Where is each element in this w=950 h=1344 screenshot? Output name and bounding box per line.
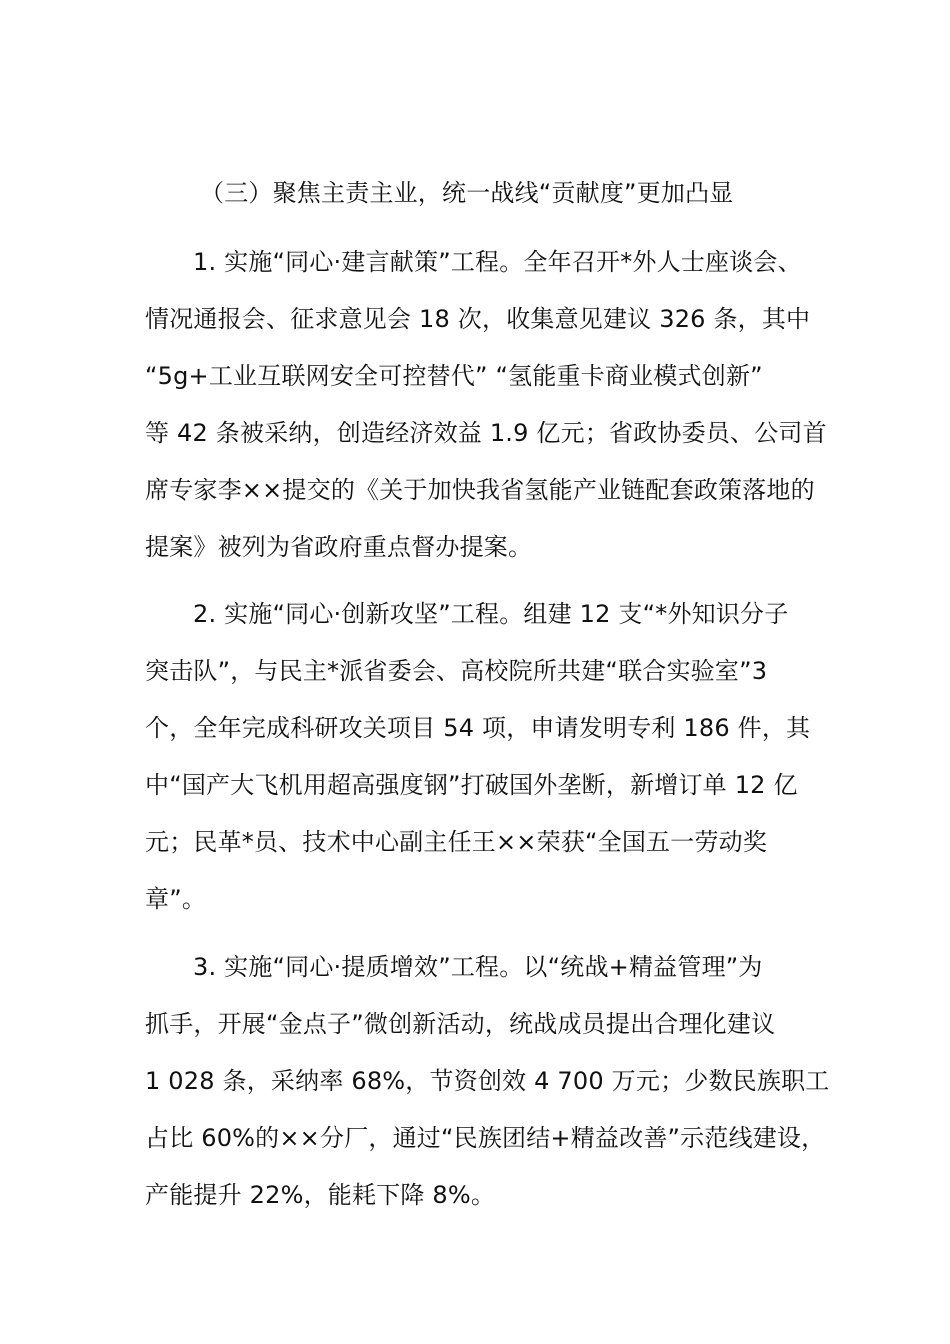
paragraph-1-line-1: 1. 实施“同心·建言献策”工程。全年召开*外人士座谈会、 [193,248,802,276]
paragraph-2-line-2: 突击队”，与民主*派省委会、高校院所共建“联合实验室”3 [145,657,768,685]
paragraph-1-line-3: “5g+工业互联网安全可控替代” “氢能重卡商业模式创新” [145,362,763,390]
paragraph-1-line-6: 提案》被列为省政府重点督办提案。 [145,533,533,561]
paragraph-3-line-5: 产能提升 22%，能耗下降 8%。 [145,1181,496,1209]
paragraph-1-line-4: 等 42 条被采纳，创造经济效益 1.9 亿元；省政协委员、公司首 [145,419,827,447]
section-heading: （三）聚焦主责主业，统一战线“贡献度”更加凸显 [200,179,734,207]
paragraph-1-line-5: 席专家李××提交的《关于加快我省氢能产业链配套政策落地的 [145,476,815,504]
paragraph-2-line-1: 2. 实施“同心·创新攻坚”工程。组建 12 支“*外知识分子 [193,600,789,628]
paragraph-2-line-3: 个，全年完成科研攻关项目 54 项，申请发明专利 186 件，其 [145,714,811,742]
paragraph-2-line-4: 中“国产大飞机用超高强度钢”打破国外垄断，新增订单 12 亿 [145,771,798,799]
paragraph-3-line-2: 抓手，开展“金点子”微创新活动，统战成员提出合理化建议 [145,1010,776,1038]
paragraph-3-line-4: 占比 60%的××分厂，通过“民族团结+精益改善”示范线建设， [145,1124,826,1152]
paragraph-2-line-6: 章”。 [145,885,207,913]
paragraph-2-line-5: 元；民革*员、技术中心副主任王××荣获“全国五一劳动奖 [145,828,768,856]
paragraph-1-line-2: 情况通报会、征求意见会 18 次，收集意见建议 326 条，其中 [145,305,811,333]
paragraph-3-line-3: 1 028 条，采纳率 68%，节资创效 4 700 万元；少数民族职工 [145,1067,830,1095]
paragraph-3-line-1: 3. 实施“同心·提质增效”工程。以“统战+精益管理”为 [193,953,763,981]
